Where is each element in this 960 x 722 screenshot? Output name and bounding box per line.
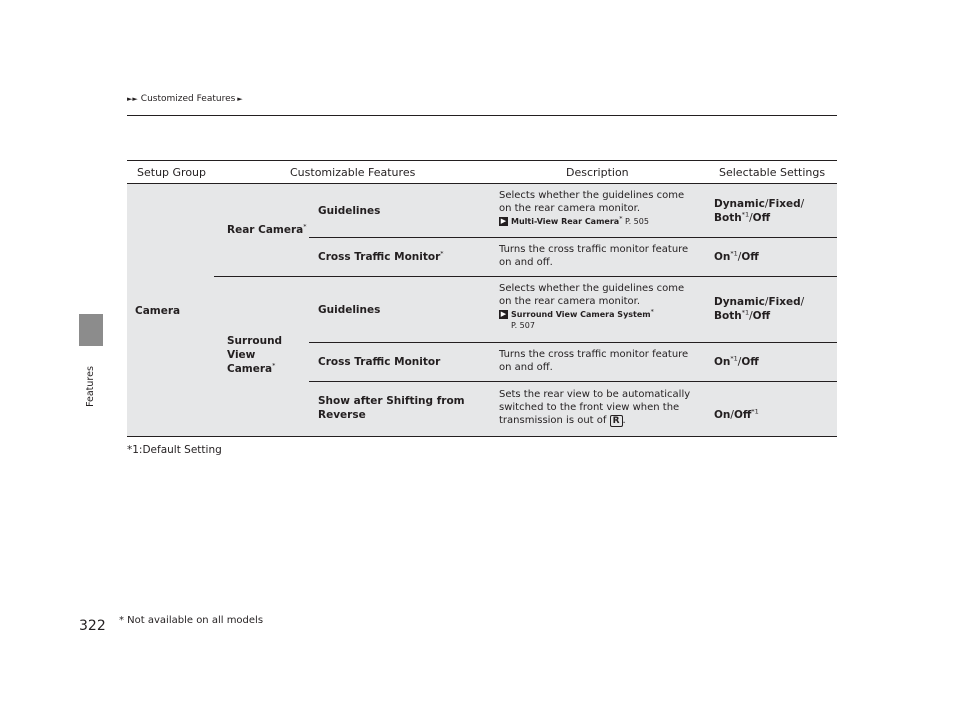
desc-cross-traffic-surround: Turns the cross traffic monitor feature on and off.: [499, 349, 689, 373]
header-customizable-features: Customizable Features: [290, 166, 416, 179]
desc-show-after-reverse: Sets the rear view to be automatically switched to the front view when the transmission is out of R .: [499, 389, 691, 426]
header-rule: [127, 115, 837, 116]
row-divider: [309, 381, 837, 382]
gear-r-key-icon: R: [610, 415, 623, 427]
feature-cross-traffic-surround: Cross Traffic Monitor: [318, 356, 441, 368]
desc-cross-traffic-rear: Turns the cross traffic monitor feature on and off.: [499, 244, 689, 268]
group-camera: Camera: [135, 305, 181, 317]
reference-arrow-icon: ▶: [500, 310, 507, 318]
desc-guidelines-rear: Selects whether the guidelines come on the rear camera monitor. ▶ Multi-View Rear Camera* P. 505: [499, 190, 685, 226]
feature-guidelines-surround: Guidelines: [318, 304, 381, 316]
breadcrumb-arrow-icon: ►►: [127, 94, 138, 103]
breadcrumb-end-arrow-icon: ►: [237, 94, 243, 103]
settings-guidelines-rear: Dynamic/Fixed/ Both$^{*1}$/Off: [714, 198, 805, 224]
header-description: Description: [566, 166, 629, 179]
ref-surround-view-camera-system[interactable]: ▶ Surround View Camera System* P. 507: [500, 307, 654, 330]
subgroup-surround-view-camera: Surround View Camera*: [227, 335, 283, 375]
feature-guidelines-rear: Guidelines: [318, 205, 381, 217]
default-setting-footnote: *1:Default Setting: [127, 444, 222, 456]
subgroup-rear-camera: Rear Camera*: [227, 222, 307, 236]
settings-table: [127, 160, 837, 437]
section-tab: [79, 314, 103, 346]
settings-show-after-reverse: On/Off$^{*1}$: [714, 407, 759, 421]
reference-arrow-icon: ▶: [500, 217, 507, 225]
row-divider: [214, 276, 837, 277]
feature-show-after-reverse: Show after Shifting from Reverse: [318, 395, 465, 421]
section-label: Features: [84, 365, 96, 407]
feature-cross-traffic-rear: Cross Traffic Monitor*: [318, 249, 444, 263]
row-divider: [309, 342, 837, 343]
settings-cross-traffic-rear: On$^{*1}$/Off: [714, 249, 759, 263]
ref-multi-view-rear-camera[interactable]: ▶ Multi-View Rear Camera* P. 505: [500, 214, 649, 226]
table-header: [127, 160, 837, 184]
breadcrumb: [127, 94, 243, 104]
availability-note: * Not available on all models: [119, 615, 264, 626]
header-setup-group: Setup Group: [137, 166, 207, 179]
settings-cross-traffic-surround: On$^{*1}$/Off: [714, 354, 759, 368]
header-selectable-settings: Selectable Settings: [719, 166, 826, 179]
desc-guidelines-surround: Selects whether the guidelines come on the rear camera monitor. ▶ Surround View Camera System* P. 507: [499, 283, 685, 330]
breadcrumb-section[interactable]: Customized Features: [140, 94, 236, 104]
page-number: 322: [79, 618, 106, 634]
settings-guidelines-surround: Dynamic/Fixed/ Both$^{*1}$/Off: [714, 296, 805, 322]
row-divider: [309, 237, 837, 238]
